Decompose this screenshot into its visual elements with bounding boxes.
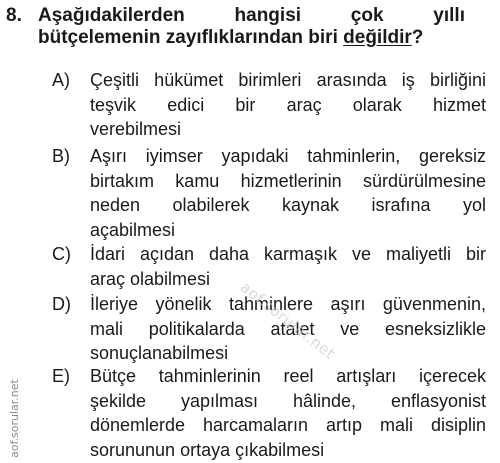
question-stem-line-2 <box>38 27 465 49</box>
option-line: sorununun ortaya çıkabilmesi <box>90 439 325 460</box>
question-stem <box>38 5 465 49</box>
stem-question-mark: ? <box>411 27 424 48</box>
option-line: İleriye yönelik tahminlere aşırı güvenmenin, <box>90 294 486 314</box>
option-text <box>90 242 486 291</box>
stem-word: hangisi <box>234 5 302 26</box>
option-text <box>90 68 486 142</box>
stem-word: yıllı <box>433 5 465 26</box>
option-line: Bütçe tahminlerinin reel artışları içerecek <box>90 366 486 386</box>
question-number: 8. <box>6 5 22 26</box>
option-line: sonuçlanabilmesi <box>90 343 229 363</box>
option-line: Çeşitli hükümet birimleri arasında iş birliğini <box>90 70 486 90</box>
side-watermark-text: aof.sorular.net <box>8 379 21 458</box>
option-line: teşvik edici bir araç olarak hizmet <box>90 94 486 115</box>
option-line: neden olabilerek kaynak israfına yol <box>90 195 486 215</box>
side-watermark <box>0 358 21 458</box>
option-line: İdari açıdan daha karmaşık ve maliyetli bir <box>90 244 486 264</box>
option-line: şekilde yapılması hâlinde, enflasyonist <box>90 390 486 411</box>
option-letter: E) <box>52 366 70 386</box>
option-letter: B) <box>52 146 70 166</box>
option-line: araç olabilmesi <box>90 268 211 289</box>
stem-word: Aşağıdakilerden <box>38 5 185 26</box>
option-line: Aşırı iyimser yapıdaki tahminlerin, gereksiz <box>90 146 486 166</box>
option-line: verebilmesi <box>90 119 182 139</box>
question-stem-line-1 <box>38 5 465 27</box>
diagonal-watermark: aof.sorular.net <box>236 278 339 364</box>
option-line: dönemlerde harcamaların artıp mali disiplin <box>90 415 486 435</box>
option-line: mali politikalarda atalet ve esneksizlikle <box>90 318 486 339</box>
option-line: açabilmesi <box>90 219 176 240</box>
option-letter: D) <box>52 294 71 314</box>
option-letter: C) <box>52 244 71 264</box>
stem-text: bütçelemenin zayıflıklarından biri <box>38 27 344 48</box>
option-line: birtakım kamu hizmetlerinin sürdürülmesine <box>90 170 486 191</box>
stem-emphasis-underlined: değildir <box>343 27 412 48</box>
option-text <box>90 144 486 242</box>
option-letter: A) <box>52 70 70 90</box>
option-text <box>90 364 486 462</box>
stem-word: çok <box>350 5 384 26</box>
